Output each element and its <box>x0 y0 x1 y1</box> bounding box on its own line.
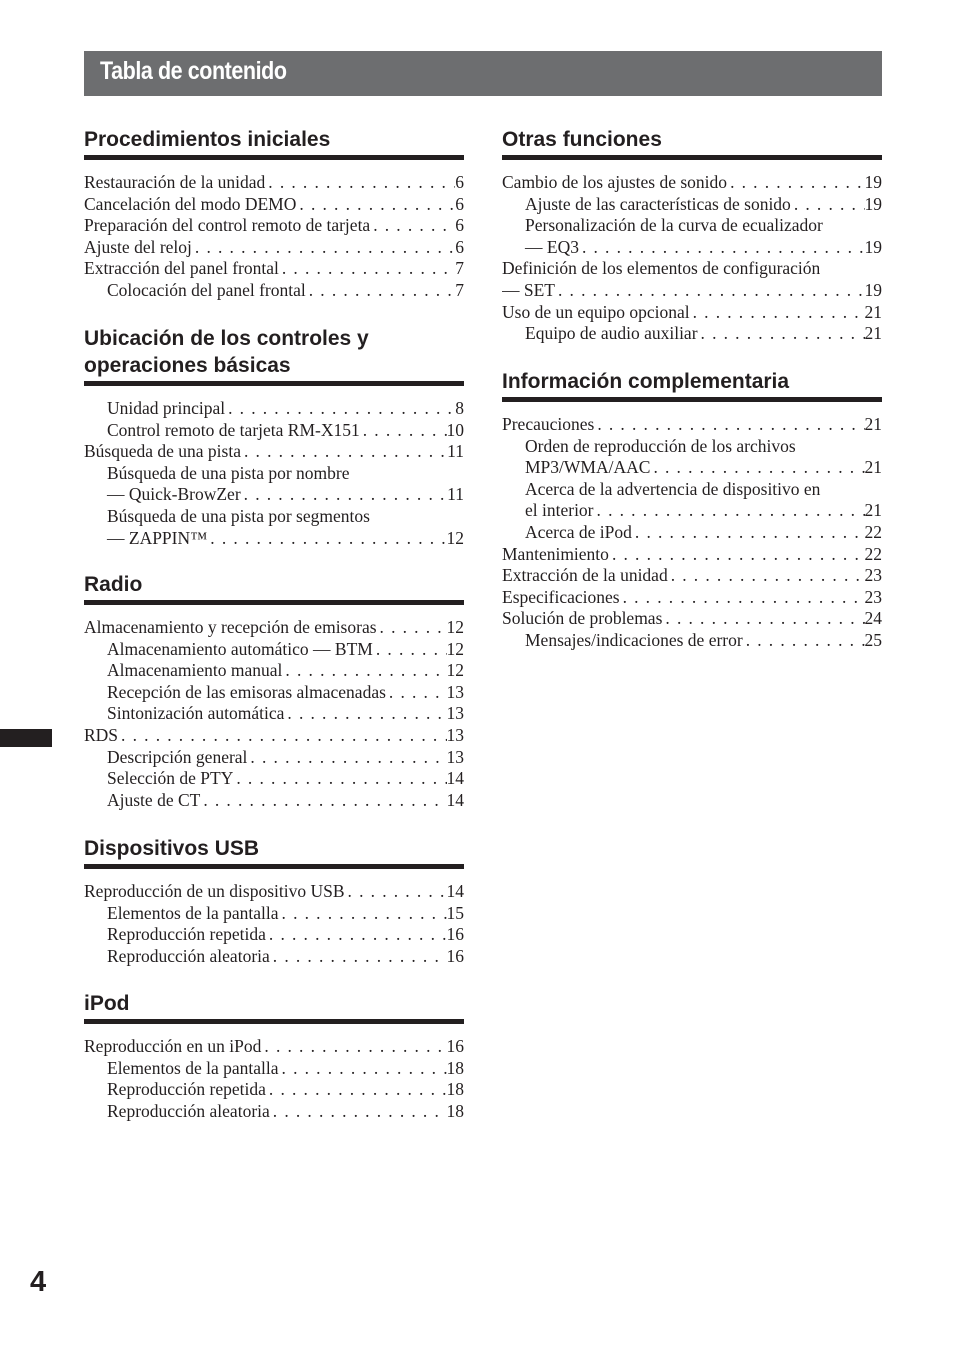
toc-entry-page: 18 <box>446 1100 464 1121</box>
toc-entry-list <box>502 402 882 652</box>
toc-entry[interactable] <box>84 703 464 725</box>
toc-section <box>84 126 464 302</box>
toc-entry-page: 6 <box>455 236 464 257</box>
toc-entry-list <box>84 869 464 967</box>
toc-entry-label: — SET <box>502 279 555 300</box>
toc-entry-page: 12 <box>446 660 464 681</box>
toc-entry[interactable] <box>84 1058 464 1080</box>
toc-entry[interactable] <box>502 172 882 194</box>
dot-leader <box>270 1101 447 1123</box>
toc-entry[interactable] <box>84 790 464 812</box>
toc-entry-page: 21 <box>864 500 882 521</box>
toc-entry[interactable] <box>84 237 464 259</box>
toc-entry[interactable] <box>84 258 464 280</box>
toc-entry-label: Colocación del panel frontal <box>107 279 306 300</box>
toc-entry[interactable] <box>502 479 882 501</box>
toc-entry-label: Cambio de los ajustes de sonido <box>502 172 728 192</box>
section-heading: Procedimientos iniciales <box>84 126 464 160</box>
toc-entry-page: 11 <box>447 441 464 462</box>
toc-entry-page: 18 <box>446 1079 464 1100</box>
toc-entry[interactable] <box>84 1036 464 1058</box>
toc-entry[interactable] <box>84 506 464 528</box>
title-banner <box>84 51 882 96</box>
dot-leader <box>241 441 447 463</box>
toc-entry-page: 24 <box>864 608 882 629</box>
toc-entry-label: Elementos de la pantalla <box>107 902 279 923</box>
toc-entry-label: Ajuste de CT <box>107 789 201 810</box>
toc-entry-label: MP3/WMA/AAC <box>525 457 651 478</box>
toc-entry-label: Recepción de las emisoras almacenadas <box>107 681 386 702</box>
dot-leader <box>266 1079 447 1101</box>
toc-entry-page: 12 <box>446 527 464 548</box>
toc-entry[interactable] <box>84 398 464 420</box>
toc-entry-page: 23 <box>864 586 882 607</box>
toc-entry-label: Almacenamiento automático — BTM <box>107 638 373 659</box>
toc-section <box>84 990 464 1122</box>
dot-leader <box>377 617 447 639</box>
toc-entry[interactable] <box>84 484 464 506</box>
toc-entry-page: 14 <box>446 881 464 901</box>
toc-entry[interactable] <box>84 172 464 194</box>
toc-entry-page: 6 <box>455 172 464 192</box>
dot-leader <box>698 323 865 345</box>
dot-leader <box>370 215 455 237</box>
toc-entry-label: Reproducción aleatoria <box>107 945 270 966</box>
toc-entry[interactable] <box>84 946 464 968</box>
toc-entry[interactable] <box>84 924 464 946</box>
section-heading: iPod <box>84 990 464 1024</box>
dot-leader <box>266 924 447 946</box>
dot-leader <box>386 682 447 704</box>
section-heading: Radio <box>84 571 464 605</box>
dot-leader <box>360 420 447 442</box>
toc-entry[interactable] <box>502 414 882 436</box>
page-title: Tabla de contenido <box>100 57 287 85</box>
toc-entry-page: 15 <box>446 902 464 923</box>
toc-entry-label: Elementos de la pantalla <box>107 1057 279 1078</box>
dot-leader <box>690 302 865 324</box>
toc-entry-label: Reproducción repetida <box>107 924 266 945</box>
toc-entry-label: Control remoto de tarjeta RM-X151 <box>107 419 360 440</box>
toc-entry-label: Reproducción en un iPod <box>84 1036 262 1056</box>
dot-leader <box>650 457 864 479</box>
toc-entry[interactable] <box>502 630 882 652</box>
side-tab-marker <box>0 729 52 747</box>
toc-entry-page: 22 <box>864 521 882 542</box>
toc-entry[interactable] <box>84 280 464 302</box>
toc-entry[interactable] <box>84 682 464 704</box>
toc-entry-label: Selección de PTY <box>107 768 234 789</box>
toc-entry[interactable] <box>84 660 464 682</box>
toc-entry[interactable] <box>502 522 882 544</box>
toc-entry-label: Equipo de audio auxiliar <box>525 323 698 344</box>
toc-entry-label: Unidad principal <box>107 398 226 418</box>
toc-entry-page: 13 <box>446 746 464 767</box>
dot-leader <box>296 194 455 216</box>
toc-entry-page: 19 <box>864 172 882 192</box>
toc-entry-label: Restauración de la unidad <box>84 172 266 192</box>
toc-entry-label: Solución de problemas <box>502 608 663 629</box>
toc-entry-page: 12 <box>446 617 464 637</box>
toc-entry-page: 7 <box>455 258 464 279</box>
toc-entry-page: 7 <box>455 279 464 300</box>
toc-entry-page: 11 <box>447 484 464 505</box>
toc-entry-label: Cancelación del modo DEMO <box>84 193 297 214</box>
dot-leader <box>192 237 455 259</box>
toc-entry-page: 14 <box>446 768 464 789</box>
dot-leader <box>233 768 446 790</box>
toc-entry[interactable] <box>84 903 464 925</box>
section-heading: Dispositivos USB <box>84 835 464 869</box>
toc-entry[interactable] <box>84 215 464 237</box>
toc-entry-label: Reproducción aleatoria <box>107 1100 270 1121</box>
toc-entry[interactable] <box>84 1079 464 1101</box>
toc-section <box>84 835 464 967</box>
dot-leader <box>555 280 865 302</box>
toc-entry-page: 12 <box>446 638 464 659</box>
toc-entry-label: Mensajes/indicaciones de error <box>525 629 743 650</box>
dot-leader <box>225 398 455 420</box>
dot-leader <box>207 528 446 550</box>
toc-entry-label: Acerca de iPod <box>525 521 632 542</box>
toc-entry-label: Sintonización automática <box>107 703 285 724</box>
dot-leader <box>632 522 865 544</box>
toc-entry-label: Búsqueda de una pista por nombre <box>107 462 350 483</box>
toc-entry-label: Extracción de la unidad <box>502 565 668 586</box>
dot-leader <box>743 630 865 652</box>
page-number: 4 <box>30 1266 47 1298</box>
toc-entry-label: — ZAPPIN™ <box>107 527 208 548</box>
toc-entry-page: 10 <box>446 419 464 440</box>
toc-entry-label: Reproducción de un dispositivo USB <box>84 881 345 901</box>
toc-section <box>502 368 882 652</box>
toc-entry-label: Definición de los elementos de configuración <box>502 258 821 279</box>
toc-section <box>84 571 464 811</box>
toc-entry-label: Uso de un equipo opcional <box>502 301 690 322</box>
toc-entry[interactable] <box>84 881 464 903</box>
toc-entry-list <box>84 1024 464 1122</box>
toc-entry-list <box>502 160 882 345</box>
dot-leader <box>284 703 446 725</box>
toc-entry-page: 25 <box>864 629 882 650</box>
toc-entry[interactable] <box>502 457 882 479</box>
toc-entry-page: 21 <box>864 323 882 344</box>
dot-leader <box>241 484 447 506</box>
toc-entry-page: 21 <box>864 414 882 434</box>
toc-entry[interactable] <box>84 639 464 661</box>
section-heading: Otras funciones <box>502 126 882 160</box>
toc-entry-page: 13 <box>446 681 464 702</box>
toc-entry-label: Mantenimiento <box>502 543 609 564</box>
toc-entry-page: 19 <box>864 193 882 214</box>
toc-entry[interactable] <box>502 258 882 280</box>
toc-entry-label: Precauciones <box>502 414 595 434</box>
toc-entry[interactable] <box>502 194 882 216</box>
toc-entry-page: 21 <box>864 457 882 478</box>
toc-entry[interactable] <box>502 323 882 345</box>
toc-section <box>84 325 464 549</box>
toc-entry[interactable] <box>502 215 882 237</box>
dot-leader <box>247 747 446 769</box>
dot-leader <box>261 1036 446 1058</box>
dot-leader <box>579 237 865 259</box>
dot-leader <box>662 608 864 630</box>
toc-entry-list <box>84 386 464 549</box>
toc-entry[interactable] <box>84 194 464 216</box>
toc-entry-list <box>84 160 464 302</box>
toc-entry[interactable] <box>502 587 882 609</box>
toc-entry-label: Almacenamiento y recepción de emisoras <box>84 617 377 637</box>
toc-entry-label: Especificaciones <box>502 586 620 607</box>
dot-leader <box>727 172 864 194</box>
dot-leader <box>373 639 447 661</box>
toc-entry-page: 18 <box>446 1057 464 1078</box>
dot-leader <box>594 500 865 522</box>
toc-entry-page: 21 <box>864 301 882 322</box>
toc-entry-label: — Quick-BrowZer <box>107 484 241 505</box>
toc-entry[interactable] <box>502 436 882 458</box>
toc-entry[interactable] <box>84 1101 464 1123</box>
dot-leader <box>620 587 865 609</box>
toc-entry-page: 13 <box>446 724 464 745</box>
toc-entry[interactable] <box>502 237 882 259</box>
dot-leader <box>609 544 865 566</box>
toc-entry[interactable] <box>84 725 464 747</box>
dot-leader <box>282 660 446 682</box>
dot-leader <box>270 946 447 968</box>
dot-leader <box>306 280 456 302</box>
toc-entry-label: Acerca de la advertencia de dispositivo en <box>525 478 821 499</box>
toc-entry-page: 14 <box>446 789 464 810</box>
toc-entry-label: Búsqueda de una pista <box>84 441 241 462</box>
toc-entry-label: Almacenamiento manual <box>107 660 283 681</box>
dot-leader <box>118 725 446 747</box>
toc-entry-page: 8 <box>455 398 464 418</box>
toc-section <box>502 126 882 345</box>
dot-leader <box>279 903 447 925</box>
toc-entry[interactable] <box>502 500 882 522</box>
toc-entry[interactable] <box>84 747 464 769</box>
toc-entry-page: 22 <box>864 543 882 564</box>
toc-entry-page: 19 <box>864 279 882 300</box>
dot-leader <box>200 790 446 812</box>
toc-entry[interactable] <box>502 608 882 630</box>
dot-leader <box>791 194 865 216</box>
toc-entry-label: Personalización de la curva de ecualizador <box>525 215 823 236</box>
toc-entry-label: Reproducción repetida <box>107 1079 266 1100</box>
toc-entry-label: Orden de reproducción de los archivos <box>525 435 796 456</box>
toc-entry-page: 19 <box>864 236 882 257</box>
toc-entry[interactable] <box>84 768 464 790</box>
toc-entry-label: Búsqueda de una pista por segmentos <box>107 505 370 526</box>
toc-entry-label: Ajuste de las características de sonido <box>525 193 791 214</box>
dot-leader <box>265 172 455 194</box>
toc-entry[interactable] <box>84 441 464 463</box>
toc-entry-page: 6 <box>455 215 464 236</box>
toc-entry-page: 16 <box>446 924 464 945</box>
toc-entry-page: 6 <box>455 193 464 214</box>
section-heading: Información complementaria <box>502 368 882 402</box>
toc-entry-page: 16 <box>446 1036 464 1056</box>
dot-leader <box>668 565 865 587</box>
toc-entry[interactable] <box>502 565 882 587</box>
toc-entry-label: — EQ3 <box>525 236 579 257</box>
toc-entry[interactable] <box>502 302 882 324</box>
toc-entry[interactable] <box>502 544 882 566</box>
toc-entry[interactable] <box>84 617 464 639</box>
toc-entry-label: Descripción general <box>107 746 248 767</box>
toc-entry-label: RDS <box>84 724 119 745</box>
toc-entry-page: 23 <box>864 565 882 586</box>
dot-leader <box>279 258 455 280</box>
toc-entry-label: Extracción del panel frontal <box>84 258 279 279</box>
toc-entry-list <box>84 605 464 811</box>
dot-leader <box>345 881 447 903</box>
toc-entry-page: 13 <box>446 703 464 724</box>
toc-entry-page: 16 <box>446 945 464 966</box>
toc-entry-label: el interior <box>525 500 594 521</box>
toc-entry[interactable] <box>84 528 464 550</box>
toc-entry[interactable] <box>84 463 464 485</box>
dot-leader <box>279 1058 447 1080</box>
toc-entry[interactable] <box>84 420 464 442</box>
toc-entry-label: Preparación del control remoto de tarjeta <box>84 215 371 236</box>
section-heading: Ubicación de los controles y operaciones básicas <box>84 325 464 386</box>
toc-entry-label: Ajuste del reloj <box>84 236 192 257</box>
dot-leader <box>594 414 864 436</box>
toc-entry[interactable] <box>502 280 882 302</box>
